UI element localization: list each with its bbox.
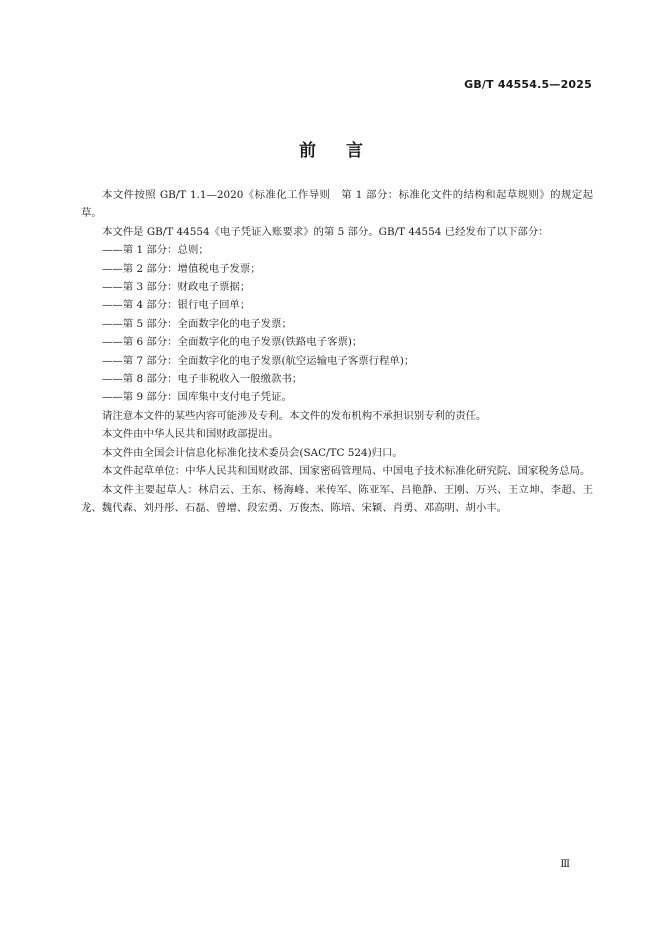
foreword-body	[81, 186, 593, 517]
list-item-part-3: ——第 3 部分：财政电子票据；	[102, 281, 251, 294]
list-item-part-1: ——第 1 部分：总则；	[102, 244, 209, 257]
list-item-part-4: ——第 4 部分：银行电子回单；	[102, 299, 251, 312]
list-item-part-6: ——第 6 部分：全面数字化的电子发票(铁路电子客票)；	[102, 336, 363, 349]
list-item-part-8: ——第 8 部分：电子非税收入一般缴款书；	[102, 373, 303, 386]
paragraph-series-intro: 本文件是 GB/T 44554《电子凭证入账要求》的第 5 部分。GB/T 44554 已经发布了以下部分：	[102, 225, 549, 238]
paragraph-patent-notice: 请注意本文件的某些内容可能涉及专利。本文件的发布机构不承担识别专利的责任。	[102, 409, 487, 422]
page-number: Ⅲ	[560, 859, 570, 870]
list-item-part-9: ——第 9 部分：国库集中支付电子凭证。	[102, 391, 292, 404]
paragraph-drafters: 本文件主要起草人：林启云、王东、杨海峰、米传军、陈亚军、吕艳静、王刚、万兴、王立坤、李超、王龙、魏代森、刘丹彤、石磊、曾增、段宏勇、万俊杰、陈培、宋颖、肖勇、邓高明、胡小丰。	[81, 483, 593, 514]
list-item-part-2: ——第 2 部分：增值税电子发票；	[102, 262, 261, 275]
list-item-part-5: ——第 5 部分：全面数字化的电子发票；	[102, 317, 292, 330]
paragraph-drafting-units: 本文件起草单位：中华人民共和国财政部、国家密码管理局、中国电子技术标准化研究院、国家税务总局。	[102, 465, 591, 478]
paragraph-proposer: 本文件由中华人民共和国财政部提出。	[102, 428, 279, 441]
page-title: 前言	[299, 141, 393, 161]
paragraph-drafting-rules: 本文件按照 GB/T 1.1—2020《标准化工作导则 第 1 部分：标准化文件的结构和起草规则》的规定起草。	[81, 189, 593, 220]
paragraph-committee: 本文件由全国会计信息化标准化技术委员会(SAC/TC 524)归口。	[102, 446, 403, 459]
standard-code: GB/T 44554.5—2025	[464, 78, 592, 91]
list-item-part-7: ——第 7 部分：全面数字化的电子发票(航空运输电子客票行程单)；	[102, 354, 415, 367]
